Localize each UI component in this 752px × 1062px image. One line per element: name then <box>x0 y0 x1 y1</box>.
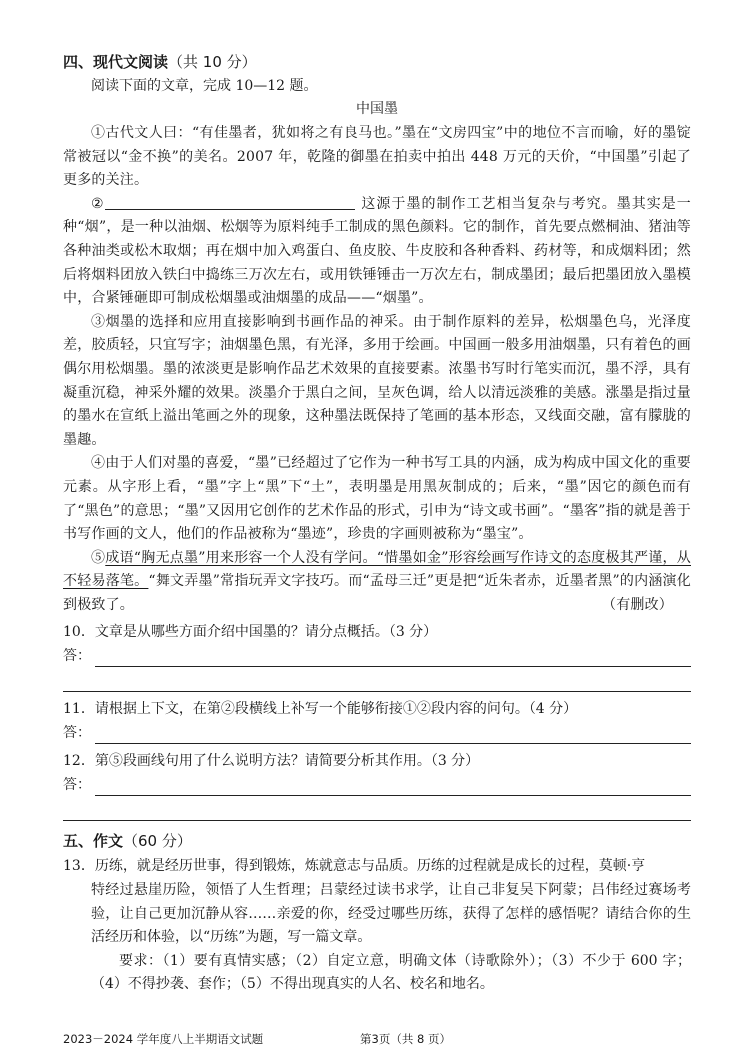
footer-page-number: 第3页（共 8 页） <box>360 1032 451 1046</box>
section-4-title: 四、现代文阅读 <box>63 53 169 71</box>
question-12: 12．第⑤段画线句用了什么说明方法？请简要分析其作用。（3 分） <box>63 753 480 770</box>
answer-line[interactable] <box>95 648 691 667</box>
reading-instruction: 阅读下面的文章，完成 10—12 题。 <box>91 78 318 94</box>
paragraph-1: ①古代文人曰：“有佳墨者，犹如将之有良马也。”墨在“文房四宝”中的地位不言而喻，好的墨锭常被冠以“金不换”的美名。2007 年，乾隆的御墨在拍卖中拍出 448 万元的天价，“中国墨”引起了更多的关注。 <box>63 125 691 189</box>
paragraph-2-number: ② <box>91 195 105 212</box>
answer-line[interactable] <box>63 798 691 821</box>
fill-in-blank-line[interactable] <box>105 195 355 210</box>
answer-line[interactable] <box>95 777 691 796</box>
underlined-sentence: 成语“胸无点墨”用来形容一个人没有学问。“惜墨如金”形容绘画写作诗文的态度极其严谨，从不轻易落笔。 <box>63 549 691 590</box>
paragraph-3: ③烟墨的选择和应用直接影响到书画作品的神采。由于制作原料的差异，松烟墨色乌，光泽度差，胶质轻，只宜写字；油烟墨色黑，有光泽，多用于绘画。中国画一般多用油烟墨，只有着色的画偶尔用松烟墨。墨的浓淡更是影响作品艺术效果的直接要素。浓墨书写时行笔实而沉，墨不浮，具有凝重沉稳，神采外耀的效果。淡墨介于黑白之间，呈灰色调，给人以清远淡雅的美感。涨墨是指过量的墨水在宣纸上溢出笔画之外的现象，这种墨法既保持了笔画的基本形态，又线面交融，富有朦胧的墨趣。 <box>63 313 691 448</box>
question-13-body: 特经过悬崖历险，领悟了人生哲理；吕蒙经过读书求学，让自己非复吴下阿蒙；吕伟经过赛场考验，让自己更加沉静从容……亲爱的你，经受过哪些历练，获得了怎样的感悟呢？请结合你的生活经历和体验，以“历练”为题，写一篇文章。 <box>91 882 691 946</box>
section-4-score: （共 10 分） <box>168 53 257 71</box>
footer-exam-name: 2023－2024 学年度八上半期语文试题 <box>63 1032 264 1046</box>
answer-line[interactable] <box>63 669 691 692</box>
paragraph-4: ④由于人们对墨的喜爱，“墨”已经超过了它作为一种书写工具的内涵，成为构成中国文化的重要元素。从字形上看，“墨”字上“黑”下“土”，表明墨是用黑灰制成的；后来，“墨”因它的颜色而有了“黑色”的意思；“墨”又因用它创作的艺术作品的形式，引申为“诗文或书画”。“墨客”指的就是善于书写作画的文人，他们的作品被称为“墨迹”，珍贵的字画则被称为“墨宝”。 <box>63 455 691 543</box>
answer-row-12 <box>63 774 691 796</box>
question-13 <box>63 855 691 997</box>
answer-label: 答： <box>63 777 91 794</box>
question-11: 11．请根据上下文，在第②段横线上补写一个能够衔接①②段内容的问句。（4 分） <box>63 701 578 718</box>
source-note: （有删改） <box>602 596 673 613</box>
essay-requirements: 要求：（1）要有真情实感；（2）自定立意，明确文体（诗歌除外）；（3）不少于 600 字；（4）不得抄袭、套作；（5）不得出现真实的人名、校名和地名。 <box>91 952 691 993</box>
section-5-title: 五、作文 <box>63 832 124 851</box>
paragraph-2-text: 这源于墨的制作工艺相当复杂与考究。墨其实是一种“烟”，是一种以油烟、松烟等为原料纯手工制成的黑色颜料。它的制作，首先要点燃桐油、猪油等各种油类或松木取烟；再在烟中加入鸡蛋白、鱼皮胶、牛皮胶和各种香料、药材等，和成烟料团；然后将烟料团放入铁臼中捣练三万次左右，或用铁锤锤击一万次左右，制成墨团；最后把墨团放入墨模中，合紧锤砸即可制成松烟墨或油烟墨的成品——“烟墨”。 <box>63 195 691 307</box>
answer-row-10 <box>63 645 691 667</box>
paragraph-5-number: ⑤ <box>91 549 106 566</box>
exam-page <box>63 52 691 997</box>
section-4-heading <box>63 52 691 72</box>
answer-label: 答： <box>63 648 91 665</box>
answer-row-11 <box>63 722 691 744</box>
question-13-first-line: 13．历练，就是经历世事，得到锻炼，炼就意志与品质。历练的过程就是成长的过程，莫顿·亨 <box>63 858 646 875</box>
question-10: 10．文章是从哪些方面介绍中国墨的？请分点概括。（3 分） <box>63 624 438 641</box>
paragraph-5-rest: “舞文弄墨”常指玩弄文字技巧。而“孟母三迁”更是把“近朱者赤，近墨者黑”的内涵演化到极致了。 <box>63 573 691 613</box>
article-title: 中国墨 <box>356 101 398 117</box>
answer-label: 答： <box>63 725 91 742</box>
paragraph-2 <box>63 193 691 311</box>
paragraph-5 <box>63 547 691 618</box>
section-5-heading <box>63 831 691 851</box>
answer-line[interactable] <box>95 725 691 744</box>
section-5-score: （60 分） <box>123 832 192 851</box>
